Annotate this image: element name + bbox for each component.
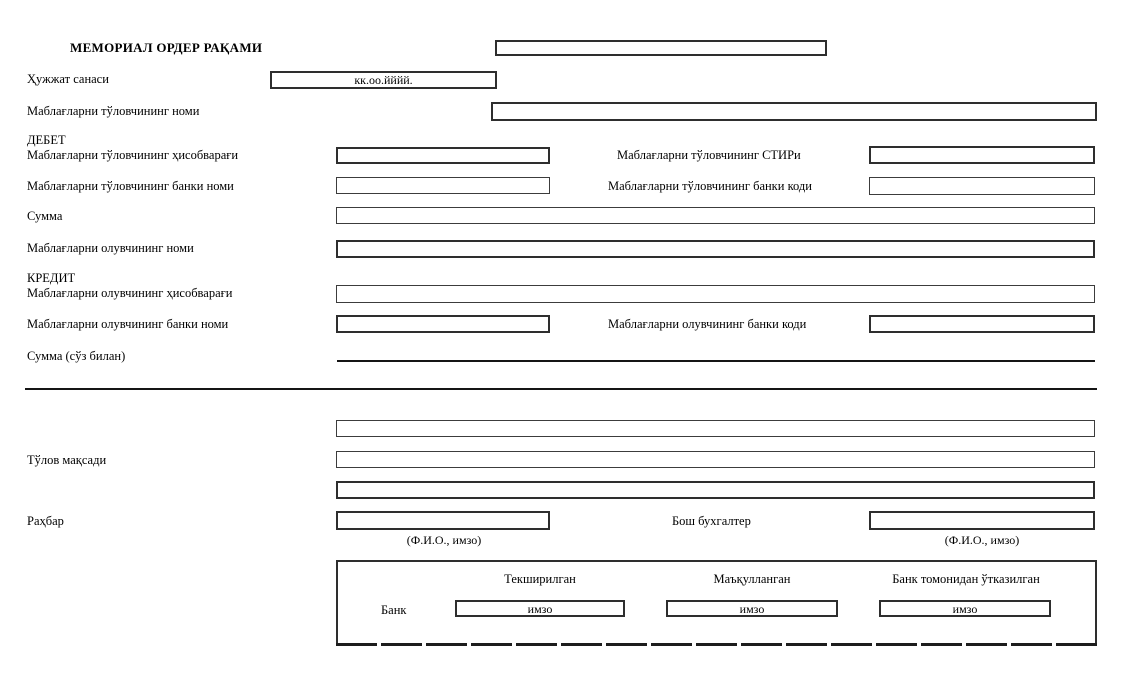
payment-purpose-input[interactable] [336,451,1095,468]
checked-label: Текширилган [504,572,576,586]
checked-signature-box[interactable]: имзо [455,600,625,617]
payee-account-label: Маблағларни олувчининг ҳисобварағи [27,286,233,300]
bank-label: Банк [381,603,407,617]
payee-name-input[interactable] [336,240,1095,258]
amount-input[interactable] [336,207,1095,224]
payee-bank-name-label: Маблағларни олувчининг банки номи [27,317,229,331]
payer-bank-name-input[interactable] [336,177,550,194]
chief-accountant-fio-caption: (Ф.И.О., имзо) [944,533,1020,547]
payer-name-input[interactable] [491,102,1097,121]
amount-words-line[interactable] [337,360,1095,362]
director-label: Раҳбар [27,514,64,528]
approved-signature-box[interactable]: имзо [666,600,838,617]
payee-bank-name-input[interactable] [336,315,550,333]
payer-account-label: Маблағларни тўловчининг ҳисобварағи [27,148,239,162]
section-divider [25,388,1097,390]
payer-bank-code-input[interactable] [869,177,1095,195]
document-date-label: Ҳужжат санаси [27,72,109,86]
payee-bank-code-input[interactable] [869,315,1095,333]
payer-tin-input[interactable] [869,146,1095,164]
amount-label: Сумма [27,209,63,223]
director-fio-caption: (Ф.И.О., имзо) [406,533,482,547]
chief-accountant-label: Бош бухгалтер [672,514,751,528]
amount-words-label: Сумма (сўз билан) [27,349,126,363]
form-title: МЕМОРИАЛ ОРДЕР РАҚАМИ [70,40,263,55]
credit-section-label: КРЕДИТ [27,271,76,285]
payee-name-label: Маблағларни олувчининг номи [27,241,194,255]
purpose-extra-input-2[interactable] [336,481,1095,499]
document-date-input[interactable]: кк.оо.йййй. [270,71,497,89]
bank-box-dashed-bottom [336,643,1097,646]
order-number-input[interactable] [495,40,827,56]
payer-tin-label: Маблағларни тўловчининг СТИРи [617,148,801,162]
transferred-signature-box[interactable]: имзо [879,600,1051,617]
payer-name-label: Маблағларни тўловчининг номи [27,104,200,118]
approved-label: Маъқулланган [713,572,791,586]
chief-accountant-signature-input[interactable] [869,511,1095,530]
payer-account-input[interactable] [336,147,550,164]
transferred-label: Банк томонидан ўтказилган [892,572,1040,586]
payee-bank-code-label: Маблағларни олувчининг банки коди [608,317,807,331]
director-signature-input[interactable] [336,511,550,530]
payee-account-input[interactable] [336,285,1095,303]
payer-bank-name-label: Маблағларни тўловчининг банки номи [27,179,234,193]
debit-section-label: ДЕБЕТ [27,133,66,147]
payment-purpose-label: Тўлов мақсади [27,453,107,467]
payer-bank-code-label: Маблағларни тўловчининг банки коди [608,179,812,193]
purpose-extra-input-1[interactable] [336,420,1095,437]
